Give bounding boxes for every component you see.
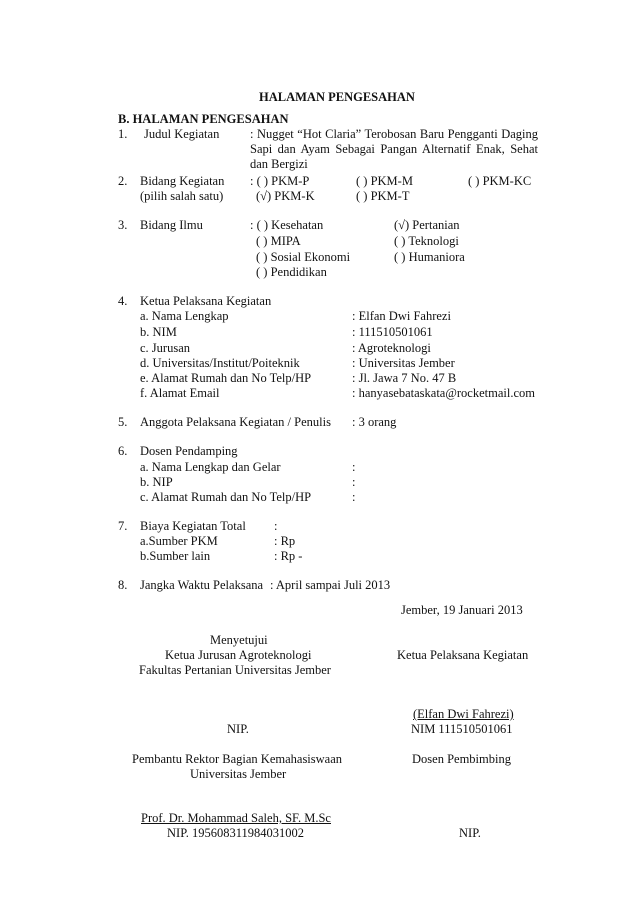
ketua-value: : Jl. Jawa 7 No. 47 B (352, 371, 457, 385)
pembantu-rektor-title: Pembantu Rektor Bagian Kemahasiswaan (132, 752, 343, 766)
dosen-label: b. NIP (140, 475, 173, 489)
judul-label: Judul Kegiatan (144, 127, 220, 141)
item-number: 4. (118, 294, 128, 308)
ketua-value: : Agroteknologi (352, 341, 431, 355)
biaya-sub-value: : Rp - (274, 549, 303, 563)
item-number: 3. (118, 218, 128, 232)
item-number: 6. (118, 444, 128, 458)
place-date: Jember, 19 Januari 2013 (401, 603, 523, 617)
option-pkm-k: (√) PKM-K (256, 189, 315, 203)
biaya-value: : (274, 519, 278, 533)
option-pkm-p: : ( ) PKM-P (250, 174, 310, 188)
dosen-value: : (352, 475, 356, 489)
ketua-label: e. Alamat Rumah dan No Telp/HP (140, 371, 312, 385)
dosen-value: : (352, 490, 356, 504)
item-number: 7. (118, 519, 128, 533)
option-sosek: ( ) Sosial Ekonomi (256, 250, 351, 264)
page-title: HALAMAN PENGESAHAN (259, 90, 415, 104)
dosen-label: a. Nama Lengkap dan Gelar (140, 460, 281, 474)
bidang-ilmu-label: Bidang Ilmu (140, 218, 203, 232)
ketua-label: d. Universitas/Institut/Poiteknik (140, 356, 300, 370)
biaya-sub-label: b.Sumber lain (140, 549, 211, 563)
ketua-pelaksana-title: Ketua Pelaksana Kegiatan (397, 648, 529, 662)
prof-signatory-nip: NIP. 195608311984031002 (167, 826, 305, 840)
ketua-value: : 111510501061 (352, 325, 433, 339)
ketua-value: : Universitas Jember (352, 356, 455, 370)
biaya-sub-value: : Rp (274, 534, 296, 548)
prof-signatory-name: Prof. Dr. Mohammad Saleh, SF. M.Sc (141, 811, 331, 825)
option-pkm-kc: ( ) PKM-KC (468, 174, 532, 188)
ketua-heading: Ketua Pelaksana Kegiatan (140, 294, 272, 308)
bidang-kegiatan-sub: (pilih salah satu) (140, 189, 224, 203)
nip-left: NIP. (227, 722, 249, 736)
option-pertanian: (√) Pertanian (394, 218, 460, 232)
item-number: 5. (118, 415, 128, 429)
universitas-title: Universitas Jember (190, 767, 287, 781)
nip-right: NIP. (459, 826, 481, 840)
fakultas-title: Fakultas Pertanian Universitas Jember (139, 663, 331, 677)
dosen-label: c. Alamat Rumah dan No Telp/HP (140, 490, 312, 504)
section-heading: B. HALAMAN PENGESAHAN (118, 112, 289, 126)
ketua-label: c. Jurusan (140, 341, 190, 355)
item-number: 8. (118, 578, 128, 592)
biaya-label: Biaya Kegiatan Total (140, 519, 246, 533)
option-teknologi: ( ) Teknologi (394, 234, 459, 248)
judul-value: : Nugget “Hot Claria” Terobosan Baru Pengganti Daging Sapi dan Ayam Sebagai Pangan Alternatif Enak, Sehat dan Bergizi (250, 127, 538, 171)
biaya-sub-label: a.Sumber PKM (140, 534, 218, 548)
ketua-signatory-name: (Elfan Dwi Fahrezi) (413, 707, 514, 721)
option-pendidikan: ( ) Pendidikan (256, 265, 327, 279)
dosen-heading: Dosen Pendamping (140, 444, 238, 458)
option-pkm-m: ( ) PKM-M (356, 174, 413, 188)
ketua-label: f. Alamat Email (140, 386, 220, 400)
ketua-label: b. NIM (140, 325, 177, 339)
dosen-pembimbing-title: Dosen Pembimbing (412, 752, 511, 766)
anggota-value: : 3 orang (352, 415, 397, 429)
option-humaniora: ( ) Humaniora (394, 250, 465, 264)
ketua-signatory-nim: NIM 111510501061 (411, 722, 513, 736)
jangka-label: Jangka Waktu Pelaksana (140, 578, 264, 592)
ketua-label: a. Nama Lengkap (140, 309, 229, 323)
option-pkm-t: ( ) PKM-T (356, 189, 410, 203)
item-number: 2. (118, 174, 128, 188)
ketua-jurusan-title: Ketua Jurusan Agroteknologi (165, 648, 312, 662)
jangka-value: : April sampai Juli 2013 (270, 578, 391, 592)
option-kesehatan: : ( ) Kesehatan (250, 218, 324, 232)
item-number: 1. (118, 127, 128, 141)
option-mipa: ( ) MIPA (256, 234, 301, 248)
bidang-kegiatan-label: Bidang Kegiatan (140, 174, 225, 188)
ketua-value: : Elfan Dwi Fahrezi (352, 309, 451, 323)
dosen-value: : (352, 460, 356, 474)
menyetujui: Menyetujui (210, 633, 268, 647)
anggota-label: Anggota Pelaksana Kegiatan / Penulis (140, 415, 331, 429)
ketua-value: : hanyasebataskata@rocketmail.com (352, 386, 535, 400)
